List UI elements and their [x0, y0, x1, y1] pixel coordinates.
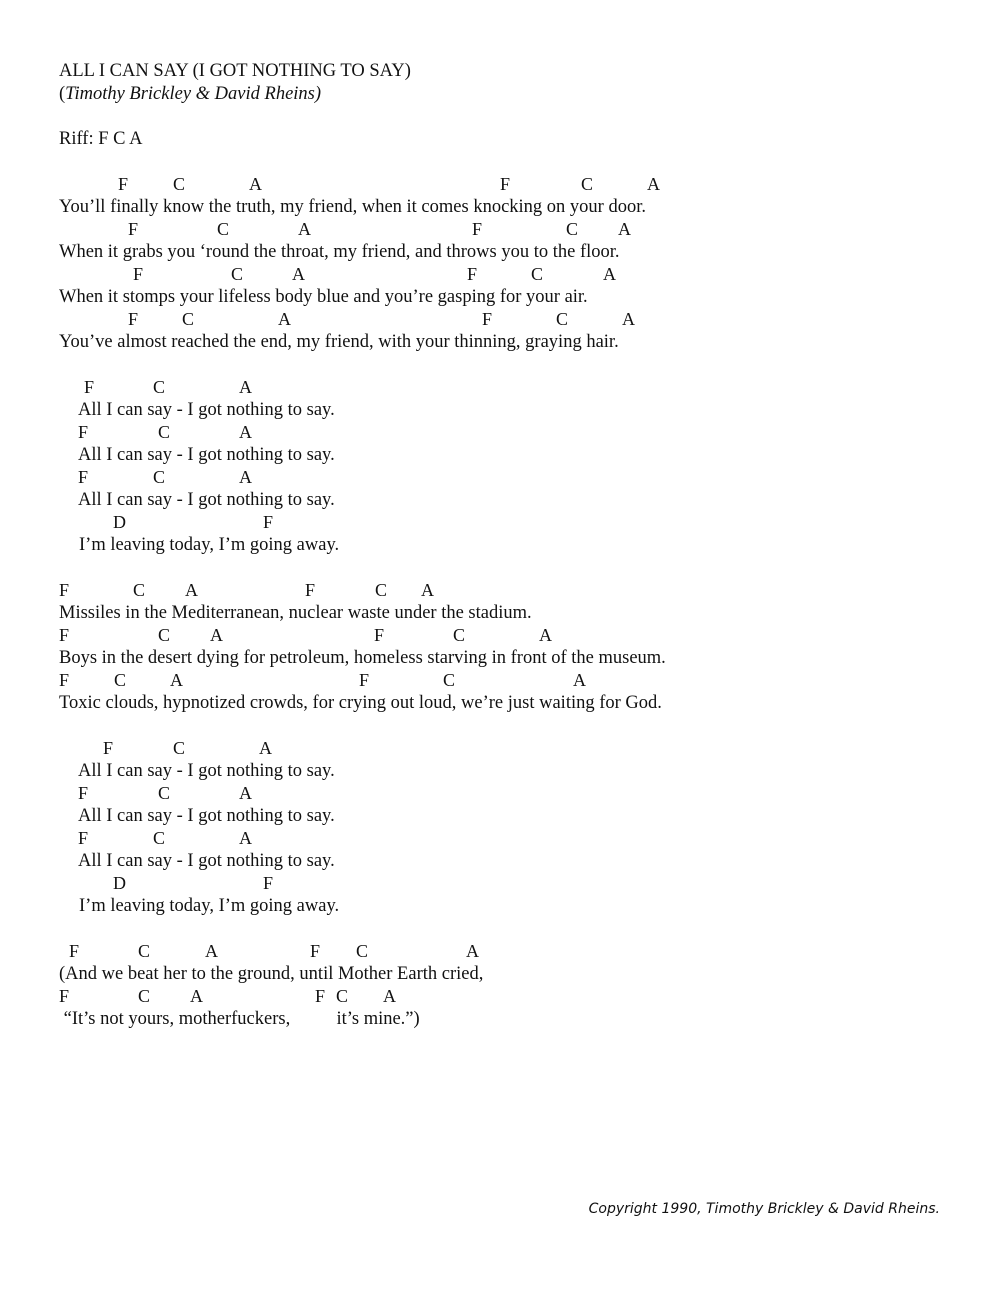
lyric-line: You’ll finally know the truth, my friend, when it comes knocking on your door. [59, 197, 646, 217]
chord-mark: A [239, 467, 252, 487]
lyric-line: All I can say - I got nothing to say. [78, 761, 335, 781]
chord-mark: C [443, 670, 456, 690]
chord-mark: A [298, 219, 311, 239]
lyric-line: Toxic clouds, hypnotized crowds, for crying out loud, we’re just waiting for God. [59, 693, 662, 713]
lyric-line: All I can say - I got nothing to say. [78, 445, 335, 465]
lyric-line: “It’s not yours, motherfuckers, it’s mine.”) [59, 1009, 420, 1029]
chord-mark: A [239, 422, 252, 442]
chord-mark: A [573, 670, 586, 690]
chord-mark: A [210, 625, 223, 645]
chord-mark: A [618, 219, 631, 239]
chord-mark: C [375, 580, 388, 600]
chord-mark: D [113, 512, 126, 532]
chord-mark: F [374, 625, 385, 645]
chord-mark: C [133, 580, 146, 600]
song-title: ALL I CAN SAY (I GOT NOTHING TO SAY) [59, 61, 411, 81]
chord-mark: F [78, 828, 89, 848]
chord-mark: C [556, 309, 569, 329]
chord-mark: F [59, 986, 70, 1006]
chord-mark: A [603, 264, 616, 284]
chord-mark: C [356, 941, 369, 961]
lyric-line: I’m leaving today, I’m going away. [79, 896, 340, 916]
lyric-line: When it stomps your lifeless body blue and you’re gasping for your air. [59, 287, 588, 307]
chord-mark: A [383, 986, 396, 1006]
chord-mark: C [231, 264, 244, 284]
lyric-line: All I can say - I got nothing to say. [78, 400, 335, 420]
chord-mark: F [263, 512, 274, 532]
chord-mark: C [138, 986, 151, 1006]
chord-mark: F [78, 783, 89, 803]
chord-mark: C [566, 219, 579, 239]
chord-mark: F [263, 873, 274, 893]
chord-mark: C [531, 264, 544, 284]
chord-mark: A [239, 828, 252, 848]
chord-mark: C [158, 783, 171, 803]
chord-mark: F [78, 422, 89, 442]
chord-mark: C [581, 174, 594, 194]
chord-mark: F [359, 670, 370, 690]
chord-mark: A [170, 670, 183, 690]
chord-mark: F [59, 670, 70, 690]
chord-mark: F [482, 309, 493, 329]
credits-authors: Timothy Brickley & David Rheins) [65, 84, 322, 104]
chord-mark: F [500, 174, 511, 194]
chord-mark: C [173, 738, 186, 758]
chord-mark: C [182, 309, 195, 329]
chord-mark: A [421, 580, 434, 600]
lyric-line: All I can say - I got nothing to say. [78, 490, 335, 510]
chord-mark: C [453, 625, 466, 645]
chord-mark: A [647, 174, 660, 194]
chord-mark: A [259, 738, 272, 758]
chord-mark: F [59, 580, 70, 600]
chord-mark: C [153, 377, 166, 397]
chord-mark: C [336, 986, 349, 1006]
chord-mark: A [185, 580, 198, 600]
chord-mark: D [113, 873, 126, 893]
lyric-line: You’ve almost reached the end, my friend, with your thinning, graying hair. [59, 332, 619, 352]
lyric-line: Boys in the desert dying for petroleum, homeless starving in front of the museum. [59, 648, 666, 668]
chord-mark: C [153, 828, 166, 848]
chord-mark: F [78, 467, 89, 487]
copyright-notice: Copyright 1990, Timothy Brickley & David Rheins. [588, 1201, 940, 1217]
song-credits [59, 83, 321, 105]
chord-mark: A [190, 986, 203, 1006]
riff-line: Riff: F C A [59, 129, 143, 149]
chord-mark: F [310, 941, 321, 961]
chord-mark: F [472, 219, 483, 239]
chord-mark: F [467, 264, 478, 284]
chord-mark: F [305, 580, 316, 600]
chord-mark: F [133, 264, 144, 284]
chord-mark: C [114, 670, 127, 690]
chord-mark: A [278, 309, 291, 329]
lyric-line: When it grabs you ‘round the throat, my friend, and throws you to the floor. [59, 242, 620, 262]
lyric-line: All I can say - I got nothing to say. [78, 851, 335, 871]
chord-mark: C [173, 174, 186, 194]
chord-mark: A [466, 941, 479, 961]
lyric-line: Missiles in the Mediterranean, nuclear waste under the stadium. [59, 603, 532, 623]
chord-mark: A [239, 377, 252, 397]
chord-mark: C [138, 941, 151, 961]
chord-mark: A [249, 174, 262, 194]
chord-mark: C [158, 422, 171, 442]
chord-mark: A [205, 941, 218, 961]
lyric-line: (And we beat her to the ground, until Mother Earth cried, [59, 964, 484, 984]
chord-mark: F [84, 377, 95, 397]
lyric-line: All I can say - I got nothing to say. [78, 806, 335, 826]
chord-mark: F [128, 309, 139, 329]
chord-mark: F [128, 219, 139, 239]
chord-mark: F [59, 625, 70, 645]
chord-mark: C [153, 467, 166, 487]
chord-mark: F [103, 738, 114, 758]
chord-mark: F [69, 941, 80, 961]
chord-mark: F [315, 986, 326, 1006]
chord-mark: C [158, 625, 171, 645]
chord-mark: C [217, 219, 230, 239]
chord-mark: A [292, 264, 305, 284]
chord-mark: A [239, 783, 252, 803]
chord-mark: A [622, 309, 635, 329]
chord-mark: F [118, 174, 129, 194]
credits-paren: ( [59, 84, 66, 104]
chord-mark: A [539, 625, 552, 645]
lyric-line: I’m leaving today, I’m going away. [79, 535, 340, 555]
